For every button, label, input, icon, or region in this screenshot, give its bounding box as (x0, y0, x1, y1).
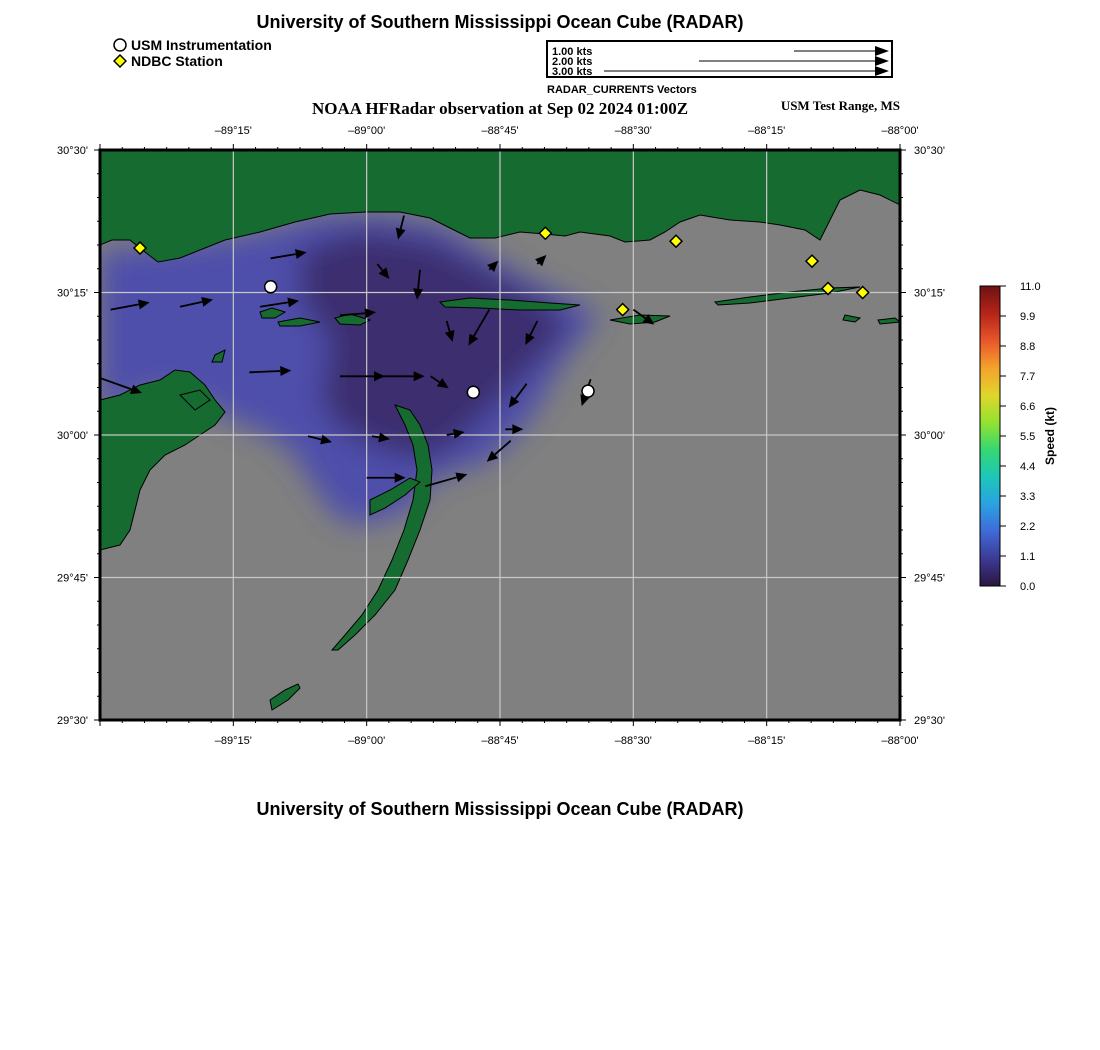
lat-label-left: 30°30' (57, 145, 88, 157)
lat-label-left: 29°30' (57, 715, 88, 727)
lon-label-bottom: –89°15' (214, 735, 252, 747)
vector-shaft (537, 263, 538, 264)
map-subtitle: NOAA HFRadar observation at Sep 02 2024 01:00Z (311, 99, 689, 118)
vector-key-label-2: 2.00 kts (552, 56, 593, 68)
lat-label-left: 29°45' (57, 572, 88, 585)
location-label: USM Test Range, MS (780, 98, 900, 113)
usm-instrument-marker (265, 281, 277, 293)
lat-label-right: 29°45' (914, 572, 945, 585)
colorbar-ticks (1000, 281, 1041, 593)
map-area (100, 150, 900, 720)
colorbar-label: Speed (kt) (1043, 406, 1057, 466)
vector-shaft (447, 434, 454, 435)
colorbar-tick-label: 2.2 (1020, 521, 1036, 533)
bottom-title: University of Southern Mississippi Ocean Cube (RADAR) (256, 799, 744, 819)
lon-label-top: –88°00' (881, 125, 919, 137)
lat-label-right: 30°30' (914, 145, 945, 157)
colorbar-tick-label: 4.4 (1020, 461, 1036, 473)
legend-label-usm: USM Instrumentation (131, 37, 272, 53)
vector-key-label-3: 3.00 kts (552, 66, 593, 78)
lat-label-right: 30°00' (914, 430, 945, 442)
lon-label-bottom: –89°00' (348, 735, 386, 747)
colorbar (980, 281, 1057, 593)
vector-shaft (489, 268, 490, 269)
lon-label-top: –88°30' (614, 125, 652, 137)
colorbar-tick-label: 5.5 (1020, 431, 1036, 443)
usm-instrument-marker (467, 386, 479, 398)
vector-key-caption: RADAR_CURRENTS Vectors (547, 84, 697, 96)
lon-label-bottom: –88°00' (881, 735, 919, 747)
lon-label-top: –88°45' (481, 125, 519, 137)
lon-label-bottom: –88°45' (481, 735, 519, 747)
colorbar-tick-label: 11.0 (1020, 281, 1041, 293)
lon-label-top: –89°00' (348, 125, 386, 137)
lat-label-left: 30°15' (57, 287, 88, 300)
lon-label-bottom: –88°15' (748, 735, 786, 747)
lat-label-right: 29°30' (914, 715, 945, 727)
colorbar-tick-label: 9.9 (1020, 311, 1036, 323)
page-title: University of Southern Mississippi Ocean Cube (RADAR) (256, 12, 744, 32)
vector-key-label-1: 1.00 kts (552, 46, 593, 58)
colorbar-tick-label: 0.0 (1020, 581, 1036, 593)
colorbar-tick-label: 1.1 (1020, 551, 1036, 563)
colorbar-tick-label: 3.3 (1020, 491, 1036, 503)
colorbar-gradient (980, 286, 1000, 586)
colorbar-tick-label: 6.6 (1020, 401, 1036, 413)
legend-label-ndbc: NDBC Station (131, 53, 223, 69)
colorbar-tick-label: 8.8 (1020, 341, 1036, 353)
vector-shaft (372, 436, 379, 437)
usm-instrument-marker (582, 385, 594, 397)
lat-label-left: 30°00' (57, 430, 88, 442)
lon-label-bottom: –88°30' (614, 735, 652, 747)
lat-label-right: 30°15' (914, 287, 945, 300)
lon-label-top: –88°15' (748, 125, 786, 137)
colorbar-tick-label: 7.7 (1020, 371, 1036, 383)
lon-label-top: –89°15' (214, 125, 252, 137)
